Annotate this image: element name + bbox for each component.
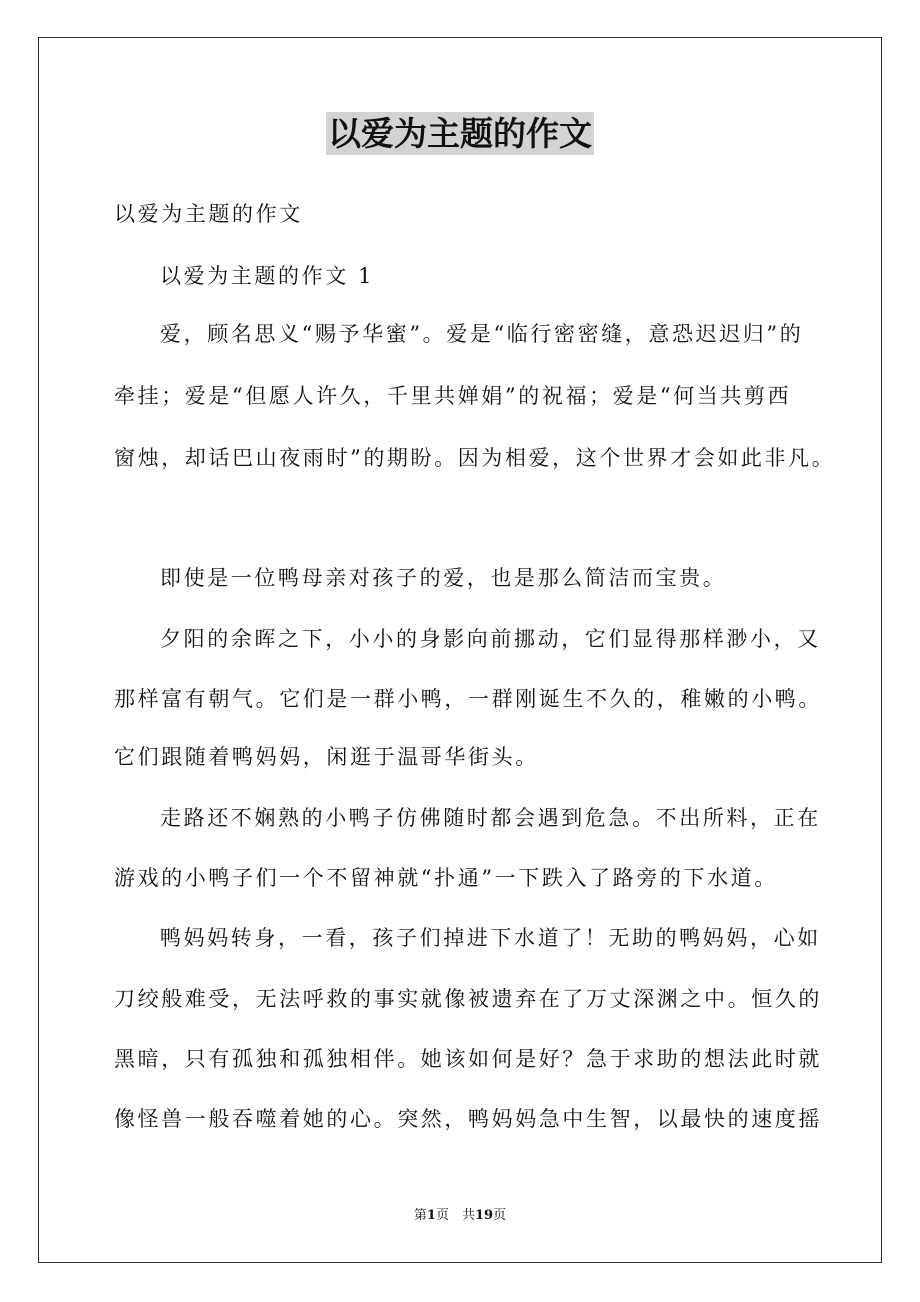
page-footer: [0, 1206, 920, 1226]
paragraph-line: 鸭妈妈转身，一看，孩子们掉进下水道了！无助的鸭妈妈，心如: [160, 926, 821, 950]
footer-page-prefix: 第: [413, 1208, 427, 1223]
title-highlight: 以爱为主题的作文: [328, 114, 592, 153]
footer-page-mid: 页 共: [435, 1208, 475, 1223]
paragraph-line: 牵挂；爱是“但愿人许久，千里共婵娟”的祝福；爱是“何当共剪西: [114, 384, 792, 408]
paragraph-line: 夕阳的余晖之下，小小的身影向前挪动，它们显得那样渺小，又: [160, 627, 821, 651]
paragraph-line: 那样富有朝气。它们是一群小鸭，一群刚诞生不久的，稚嫩的小鸭。: [114, 687, 822, 711]
paragraph-line: 黑暗，只有孤独和孤独相伴。她该如何是好？急于求助的想法此时就: [114, 1047, 822, 1071]
paragraph-line: 爱，顾名思义“赐予华蜜”。爱是“临行密密缝，意恐迟迟归”的: [160, 322, 804, 346]
document-title: [0, 111, 920, 157]
paragraph-line: 刀绞般难受，无法呼救的事实就像被遗弃在了万丈深渊之中。恒久的: [114, 987, 822, 1011]
paragraph-line: 即使是一位鸭母亲对孩子的爱，也是那么简洁而宝贵。: [160, 566, 727, 590]
paragraph-line: 它们跟随着鸭妈妈，闲逛于温哥华街头。: [114, 745, 539, 769]
footer-page-suffix: 页: [493, 1208, 507, 1223]
section-heading: 以爱为主题的作文 1: [160, 264, 375, 288]
paragraph-line: 窗烛，却话巴山夜雨时”的期盼。因为相爱，这个世界才会如此非凡。: [114, 446, 836, 470]
paragraph-line: 走路还不娴熟的小鸭子仿佛随时都会遇到危急。不出所料，正在: [160, 806, 821, 830]
subtitle: 以爱为主题的作文: [114, 202, 303, 226]
paragraph-line: 游戏的小鸭子们一个不留神就“扑通”一下跌入了路旁的下水道。: [114, 866, 778, 890]
footer-page-current: 1: [426, 1208, 436, 1223]
footer-page-total: 19: [474, 1208, 494, 1223]
paragraph-line: 像怪兽一般吞噬着她的心。突然，鸭妈妈急中生智，以最快的速度摇: [114, 1107, 822, 1131]
